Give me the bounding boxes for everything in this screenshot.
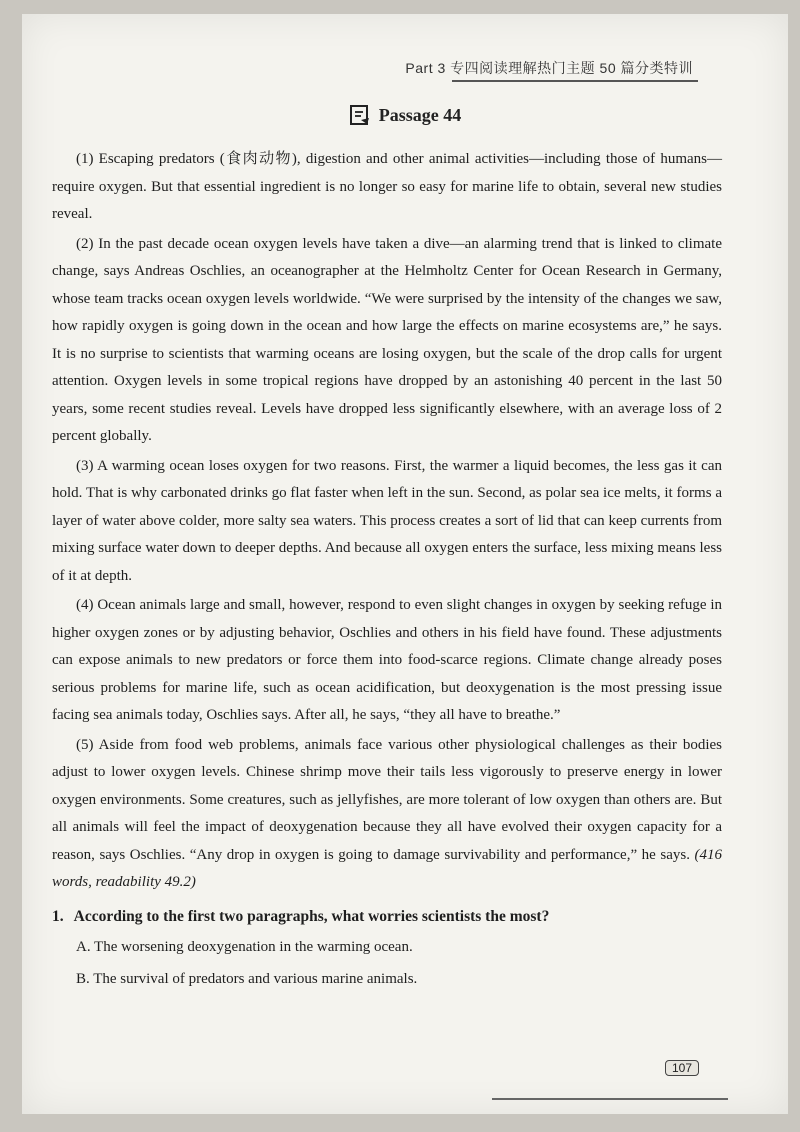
option-a[interactable]: A. The worsening deoxygenation in the warming ocean. (76, 939, 413, 955)
question-1 (52, 903, 722, 931)
book-page (22, 14, 788, 1114)
paragraph-5 (52, 732, 722, 897)
running-header: Part 3 专四阅读理解热门主题 50 篇分类特训 (405, 60, 693, 76)
option-b[interactable]: B. The survival of predators and various marine animals. (76, 970, 418, 987)
passage-title: Passage 44 (378, 104, 462, 125)
paragraph-5-text: (5) Aside from food web problems, animals face various other physiological challenges as their bodies adjust to lower oxygen levels. Chinese shrimp move their tails less vigorously to preserve energy in lower oxygen environments. Some creatures, such as jellyfishes, are more tolerant of low oxygen than others are. But all animals will feel the impact of deoxygenation because they all have evolved their oxygen capacity for a reason, says Oschlies. “Any drop in oxygen is going to damage survivability and performance,” he says. (52, 736, 722, 863)
paragraph-1: (1) Escaping predators (食肉动物), digestion and other animal activities—including those of humans—require oxygen. But that essential ingredient is no longer so easy for marine life to obtain, several new studies reveal. (52, 151, 722, 222)
question-number: 1. (52, 907, 64, 925)
footer-rule (492, 1098, 728, 1100)
header-rule (452, 80, 698, 82)
page-number: 107 (665, 1060, 699, 1076)
paragraph-2: (2) In the past decade ocean oxygen levels have taken a dive—an alarming trend that is linked to climate change, says Andreas Oschlies, an oceanographer at the Helmholtz Center for Ocean Research in Germany, whose team tracks ocean oxygen levels worldwide. “We were surprised by the intensity of the changes we saw, how rapidly oxygen is going down in the ocean and how large the effects on marine ecosystems are,” he says. It is no surprise to scientists that warming oceans are losing oxygen, but the scale of the drop calls for urgent attention. Oxygen levels in some tropical regions have dropped by an astonishing 40 percent in the last 50 years, some recent studies reveal. Levels have dropped less significantly elsewhere, with an average loss of 2 percent globally. (52, 235, 722, 444)
document-icon (349, 104, 371, 126)
passage-title-row (22, 104, 788, 126)
paragraph-3: (3) A warming ocean loses oxygen for two reasons. First, the warmer a liquid becomes, the less gas it can hold. That is why carbonated drinks go flat faster when left in the sun. Second, as polar sea ice melts, it forms a layer of water above colder, more salty sea waters. This process creates a sort of lid that can keep currents from mixing surface water down to deeper depths. And because all oxygen enters the surface, less mixing means less of it at depth. (52, 457, 722, 584)
word-count-note: (416 words, readability 49.2) (52, 846, 722, 890)
passage-body (52, 146, 722, 993)
question-text: According to the first two paragraphs, what worries scientists the most? (73, 907, 550, 925)
paragraph-4: (4) Ocean animals large and small, however, respond to even slight changes in oxygen by seeking refuge in higher oxygen zones or by adjusting behavior, Oschlies and others in his field have found. These adjustments can expose animals to new predators or force them into food-scarce regions. Climate change already poses serious problems for marine life, such as ocean acidification, but deoxygenation is the most pressing issue facing sea animals today, Oschlies says. After all, he says, “they all have to breathe.” (52, 597, 722, 723)
